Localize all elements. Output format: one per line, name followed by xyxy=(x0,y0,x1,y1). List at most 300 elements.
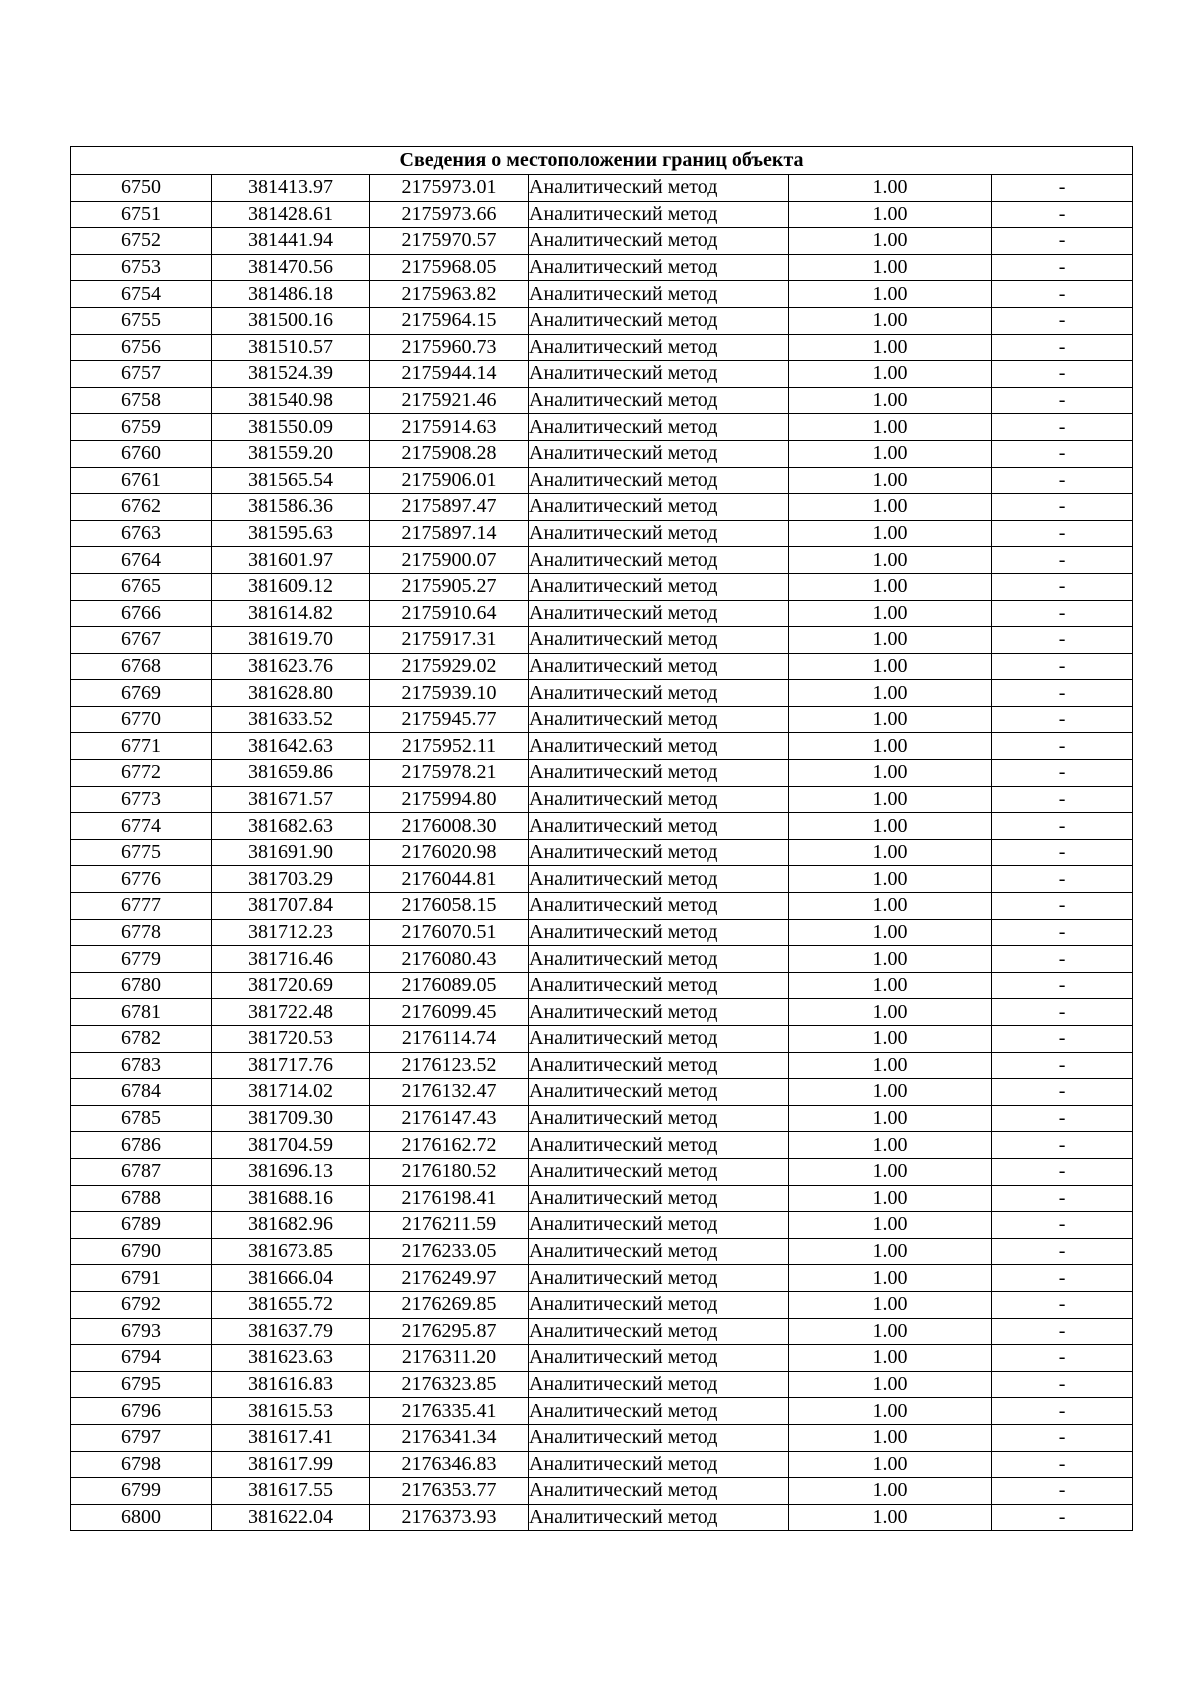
description-cell: - xyxy=(992,680,1133,707)
point-number-cell: 6757 xyxy=(71,361,212,388)
description-cell: - xyxy=(992,414,1133,441)
accuracy-cell: 1.00 xyxy=(789,680,992,707)
x-coordinate-cell: 381682.63 xyxy=(212,813,370,840)
x-coordinate-cell: 381673.85 xyxy=(212,1238,370,1265)
x-coordinate-cell: 381642.63 xyxy=(212,733,370,760)
method-cell: Аналитический метод xyxy=(529,1504,789,1531)
description-cell: - xyxy=(992,813,1133,840)
method-cell: Аналитический метод xyxy=(529,1478,789,1505)
point-number-cell: 6770 xyxy=(71,706,212,733)
method-cell: Аналитический метод xyxy=(529,494,789,521)
x-coordinate-cell: 381609.12 xyxy=(212,573,370,600)
description-cell: - xyxy=(992,627,1133,654)
description-cell: - xyxy=(992,573,1133,600)
accuracy-cell: 1.00 xyxy=(789,813,992,840)
method-cell: Аналитический метод xyxy=(529,1291,789,1318)
point-number-cell: 6799 xyxy=(71,1478,212,1505)
y-coordinate-cell: 2176058.15 xyxy=(370,893,529,920)
description-cell: - xyxy=(992,919,1133,946)
x-coordinate-cell: 381666.04 xyxy=(212,1265,370,1292)
y-coordinate-cell: 2175939.10 xyxy=(370,680,529,707)
x-coordinate-cell: 381428.61 xyxy=(212,201,370,228)
y-coordinate-cell: 2175973.66 xyxy=(370,201,529,228)
point-number-cell: 6751 xyxy=(71,201,212,228)
method-cell: Аналитический метод xyxy=(529,414,789,441)
description-cell: - xyxy=(992,387,1133,414)
description-cell: - xyxy=(992,946,1133,973)
x-coordinate-cell: 381614.82 xyxy=(212,600,370,627)
method-cell: Аналитический метод xyxy=(529,201,789,228)
x-coordinate-cell: 381633.52 xyxy=(212,706,370,733)
x-coordinate-cell: 381714.02 xyxy=(212,1079,370,1106)
y-coordinate-cell: 2175973.01 xyxy=(370,175,529,202)
accuracy-cell: 1.00 xyxy=(789,1026,992,1053)
x-coordinate-cell: 381615.53 xyxy=(212,1398,370,1425)
table-row xyxy=(71,307,1133,334)
y-coordinate-cell: 2175945.77 xyxy=(370,706,529,733)
y-coordinate-cell: 2175929.02 xyxy=(370,653,529,680)
description-cell: - xyxy=(992,1212,1133,1239)
accuracy-cell: 1.00 xyxy=(789,334,992,361)
table-row xyxy=(71,1052,1133,1079)
method-cell: Аналитический метод xyxy=(529,334,789,361)
y-coordinate-cell: 2176346.83 xyxy=(370,1451,529,1478)
table-row xyxy=(71,839,1133,866)
x-coordinate-cell: 381712.23 xyxy=(212,919,370,946)
method-cell: Аналитический метод xyxy=(529,600,789,627)
description-cell: - xyxy=(992,1079,1133,1106)
table-row xyxy=(71,866,1133,893)
method-cell: Аналитический метод xyxy=(529,281,789,308)
table-row xyxy=(71,281,1133,308)
x-coordinate-cell: 381413.97 xyxy=(212,175,370,202)
description-cell: - xyxy=(992,1371,1133,1398)
table-row xyxy=(71,946,1133,973)
accuracy-cell: 1.00 xyxy=(789,919,992,946)
y-coordinate-cell: 2175917.31 xyxy=(370,627,529,654)
point-number-cell: 6763 xyxy=(71,520,212,547)
table-row xyxy=(71,494,1133,521)
y-coordinate-cell: 2176123.52 xyxy=(370,1052,529,1079)
description-cell: - xyxy=(992,467,1133,494)
accuracy-cell: 1.00 xyxy=(789,467,992,494)
table-row xyxy=(71,414,1133,441)
x-coordinate-cell: 381709.30 xyxy=(212,1105,370,1132)
table-row xyxy=(71,1079,1133,1106)
method-cell: Аналитический метод xyxy=(529,1318,789,1345)
x-coordinate-cell: 381559.20 xyxy=(212,440,370,467)
point-number-cell: 6761 xyxy=(71,467,212,494)
point-number-cell: 6794 xyxy=(71,1345,212,1372)
description-cell: - xyxy=(992,1238,1133,1265)
accuracy-cell: 1.00 xyxy=(789,786,992,813)
table-row xyxy=(71,760,1133,787)
x-coordinate-cell: 381586.36 xyxy=(212,494,370,521)
description-cell: - xyxy=(992,175,1133,202)
y-coordinate-cell: 2175897.14 xyxy=(370,520,529,547)
point-number-cell: 6774 xyxy=(71,813,212,840)
accuracy-cell: 1.00 xyxy=(789,228,992,255)
y-coordinate-cell: 2175910.64 xyxy=(370,600,529,627)
accuracy-cell: 1.00 xyxy=(789,972,992,999)
description-cell: - xyxy=(992,254,1133,281)
point-number-cell: 6758 xyxy=(71,387,212,414)
table-title: Сведения о местоположении границ объекта xyxy=(71,147,1133,175)
description-cell: - xyxy=(992,520,1133,547)
table-row xyxy=(71,1212,1133,1239)
x-coordinate-cell: 381628.80 xyxy=(212,680,370,707)
table-row xyxy=(71,1398,1133,1425)
method-cell: Аналитический метод xyxy=(529,1398,789,1425)
table-row xyxy=(71,999,1133,1026)
point-number-cell: 6764 xyxy=(71,547,212,574)
description-cell: - xyxy=(992,866,1133,893)
table-row xyxy=(71,813,1133,840)
table-row xyxy=(71,1345,1133,1372)
description-cell: - xyxy=(992,1318,1133,1345)
y-coordinate-cell: 2176341.34 xyxy=(370,1424,529,1451)
description-cell: - xyxy=(992,1504,1133,1531)
y-coordinate-cell: 2176070.51 xyxy=(370,919,529,946)
x-coordinate-cell: 381720.69 xyxy=(212,972,370,999)
x-coordinate-cell: 381623.76 xyxy=(212,653,370,680)
description-cell: - xyxy=(992,600,1133,627)
y-coordinate-cell: 2175914.63 xyxy=(370,414,529,441)
table-row xyxy=(71,1265,1133,1292)
table-row xyxy=(71,1318,1133,1345)
boundary-coordinates-table xyxy=(70,146,1133,1531)
accuracy-cell: 1.00 xyxy=(789,387,992,414)
accuracy-cell: 1.00 xyxy=(789,547,992,574)
table-row xyxy=(71,201,1133,228)
point-number-cell: 6766 xyxy=(71,600,212,627)
description-cell: - xyxy=(992,733,1133,760)
y-coordinate-cell: 2175968.05 xyxy=(370,254,529,281)
point-number-cell: 6790 xyxy=(71,1238,212,1265)
y-coordinate-cell: 2175908.28 xyxy=(370,440,529,467)
x-coordinate-cell: 381622.04 xyxy=(212,1504,370,1531)
point-number-cell: 6781 xyxy=(71,999,212,1026)
y-coordinate-cell: 2175970.57 xyxy=(370,228,529,255)
accuracy-cell: 1.00 xyxy=(789,1345,992,1372)
method-cell: Аналитический метод xyxy=(529,760,789,787)
accuracy-cell: 1.00 xyxy=(789,494,992,521)
x-coordinate-cell: 381703.29 xyxy=(212,866,370,893)
method-cell: Аналитический метод xyxy=(529,254,789,281)
y-coordinate-cell: 2176099.45 xyxy=(370,999,529,1026)
accuracy-cell: 1.00 xyxy=(789,573,992,600)
description-cell: - xyxy=(992,1026,1133,1053)
table-row xyxy=(71,361,1133,388)
y-coordinate-cell: 2176147.43 xyxy=(370,1105,529,1132)
description-cell: - xyxy=(992,893,1133,920)
accuracy-cell: 1.00 xyxy=(789,893,992,920)
point-number-cell: 6788 xyxy=(71,1185,212,1212)
accuracy-cell: 1.00 xyxy=(789,653,992,680)
accuracy-cell: 1.00 xyxy=(789,1504,992,1531)
point-number-cell: 6760 xyxy=(71,440,212,467)
method-cell: Аналитический метод xyxy=(529,733,789,760)
accuracy-cell: 1.00 xyxy=(789,1052,992,1079)
table-row xyxy=(71,680,1133,707)
accuracy-cell: 1.00 xyxy=(789,1212,992,1239)
y-coordinate-cell: 2176269.85 xyxy=(370,1291,529,1318)
x-coordinate-cell: 381540.98 xyxy=(212,387,370,414)
point-number-cell: 6752 xyxy=(71,228,212,255)
y-coordinate-cell: 2176249.97 xyxy=(370,1265,529,1292)
x-coordinate-cell: 381691.90 xyxy=(212,839,370,866)
accuracy-cell: 1.00 xyxy=(789,175,992,202)
accuracy-cell: 1.00 xyxy=(789,361,992,388)
method-cell: Аналитический метод xyxy=(529,1052,789,1079)
point-number-cell: 6782 xyxy=(71,1026,212,1053)
point-number-cell: 6754 xyxy=(71,281,212,308)
accuracy-cell: 1.00 xyxy=(789,839,992,866)
x-coordinate-cell: 381595.63 xyxy=(212,520,370,547)
accuracy-cell: 1.00 xyxy=(789,733,992,760)
description-cell: - xyxy=(992,494,1133,521)
y-coordinate-cell: 2175963.82 xyxy=(370,281,529,308)
method-cell: Аналитический метод xyxy=(529,1105,789,1132)
x-coordinate-cell: 381688.16 xyxy=(212,1185,370,1212)
table-row xyxy=(71,387,1133,414)
description-cell: - xyxy=(992,1265,1133,1292)
point-number-cell: 6778 xyxy=(71,919,212,946)
method-cell: Аналитический метод xyxy=(529,1451,789,1478)
point-number-cell: 6771 xyxy=(71,733,212,760)
method-cell: Аналитический метод xyxy=(529,1424,789,1451)
table-row xyxy=(71,1424,1133,1451)
x-coordinate-cell: 381565.54 xyxy=(212,467,370,494)
method-cell: Аналитический метод xyxy=(529,520,789,547)
description-cell: - xyxy=(992,786,1133,813)
description-cell: - xyxy=(992,1345,1133,1372)
accuracy-cell: 1.00 xyxy=(789,600,992,627)
accuracy-cell: 1.00 xyxy=(789,1371,992,1398)
y-coordinate-cell: 2176295.87 xyxy=(370,1318,529,1345)
x-coordinate-cell: 381720.53 xyxy=(212,1026,370,1053)
point-number-cell: 6789 xyxy=(71,1212,212,1239)
y-coordinate-cell: 2176020.98 xyxy=(370,839,529,866)
point-number-cell: 6767 xyxy=(71,627,212,654)
y-coordinate-cell: 2175994.80 xyxy=(370,786,529,813)
y-coordinate-cell: 2176132.47 xyxy=(370,1079,529,1106)
x-coordinate-cell: 381671.57 xyxy=(212,786,370,813)
point-number-cell: 6768 xyxy=(71,653,212,680)
method-cell: Аналитический метод xyxy=(529,1158,789,1185)
method-cell: Аналитический метод xyxy=(529,1212,789,1239)
point-number-cell: 6755 xyxy=(71,307,212,334)
point-number-cell: 6784 xyxy=(71,1079,212,1106)
point-number-cell: 6787 xyxy=(71,1158,212,1185)
method-cell: Аналитический метод xyxy=(529,440,789,467)
point-number-cell: 6798 xyxy=(71,1451,212,1478)
accuracy-cell: 1.00 xyxy=(789,866,992,893)
y-coordinate-cell: 2175964.15 xyxy=(370,307,529,334)
table-title-row xyxy=(71,147,1133,175)
y-coordinate-cell: 2175900.07 xyxy=(370,547,529,574)
point-number-cell: 6776 xyxy=(71,866,212,893)
table-row xyxy=(71,972,1133,999)
accuracy-cell: 1.00 xyxy=(789,1132,992,1159)
x-coordinate-cell: 381637.79 xyxy=(212,1318,370,1345)
table-row xyxy=(71,440,1133,467)
accuracy-cell: 1.00 xyxy=(789,1158,992,1185)
method-cell: Аналитический метод xyxy=(529,680,789,707)
description-cell: - xyxy=(992,653,1133,680)
table-row xyxy=(71,520,1133,547)
accuracy-cell: 1.00 xyxy=(789,999,992,1026)
table-row xyxy=(71,653,1133,680)
description-cell: - xyxy=(992,760,1133,787)
accuracy-cell: 1.00 xyxy=(789,1079,992,1106)
accuracy-cell: 1.00 xyxy=(789,307,992,334)
x-coordinate-cell: 381716.46 xyxy=(212,946,370,973)
x-coordinate-cell: 381510.57 xyxy=(212,334,370,361)
description-cell: - xyxy=(992,307,1133,334)
description-cell: - xyxy=(992,1424,1133,1451)
method-cell: Аналитический метод xyxy=(529,387,789,414)
method-cell: Аналитический метод xyxy=(529,228,789,255)
table-row xyxy=(71,1185,1133,1212)
table-row xyxy=(71,1478,1133,1505)
table-row xyxy=(71,1371,1133,1398)
description-cell: - xyxy=(992,1291,1133,1318)
method-cell: Аналитический метод xyxy=(529,946,789,973)
table-row xyxy=(71,706,1133,733)
method-cell: Аналитический метод xyxy=(529,786,789,813)
description-cell: - xyxy=(992,228,1133,255)
x-coordinate-cell: 381704.59 xyxy=(212,1132,370,1159)
description-cell: - xyxy=(992,1478,1133,1505)
method-cell: Аналитический метод xyxy=(529,627,789,654)
description-cell: - xyxy=(992,1451,1133,1478)
y-coordinate-cell: 2176089.05 xyxy=(370,972,529,999)
accuracy-cell: 1.00 xyxy=(789,1291,992,1318)
point-number-cell: 6750 xyxy=(71,175,212,202)
table-row xyxy=(71,175,1133,202)
y-coordinate-cell: 2176373.93 xyxy=(370,1504,529,1531)
method-cell: Аналитический метод xyxy=(529,1265,789,1292)
description-cell: - xyxy=(992,972,1133,999)
point-number-cell: 6785 xyxy=(71,1105,212,1132)
y-coordinate-cell: 2176180.52 xyxy=(370,1158,529,1185)
accuracy-cell: 1.00 xyxy=(789,1238,992,1265)
point-number-cell: 6762 xyxy=(71,494,212,521)
description-cell: - xyxy=(992,706,1133,733)
description-cell: - xyxy=(992,1158,1133,1185)
y-coordinate-cell: 2176080.43 xyxy=(370,946,529,973)
accuracy-cell: 1.00 xyxy=(789,520,992,547)
description-cell: - xyxy=(992,1398,1133,1425)
y-coordinate-cell: 2176008.30 xyxy=(370,813,529,840)
method-cell: Аналитический метод xyxy=(529,573,789,600)
x-coordinate-cell: 381500.16 xyxy=(212,307,370,334)
y-coordinate-cell: 2176323.85 xyxy=(370,1371,529,1398)
method-cell: Аналитический метод xyxy=(529,653,789,680)
table-row xyxy=(71,733,1133,760)
table-row xyxy=(71,1451,1133,1478)
method-cell: Аналитический метод xyxy=(529,972,789,999)
method-cell: Аналитический метод xyxy=(529,866,789,893)
x-coordinate-cell: 381623.63 xyxy=(212,1345,370,1372)
method-cell: Аналитический метод xyxy=(529,361,789,388)
table-row xyxy=(71,228,1133,255)
description-cell: - xyxy=(992,361,1133,388)
y-coordinate-cell: 2176114.74 xyxy=(370,1026,529,1053)
point-number-cell: 6786 xyxy=(71,1132,212,1159)
x-coordinate-cell: 381470.56 xyxy=(212,254,370,281)
method-cell: Аналитический метод xyxy=(529,175,789,202)
point-number-cell: 6800 xyxy=(71,1504,212,1531)
table-body xyxy=(71,175,1133,1531)
x-coordinate-cell: 381601.97 xyxy=(212,547,370,574)
accuracy-cell: 1.00 xyxy=(789,254,992,281)
method-cell: Аналитический метод xyxy=(529,813,789,840)
x-coordinate-cell: 381655.72 xyxy=(212,1291,370,1318)
description-cell: - xyxy=(992,1132,1133,1159)
x-coordinate-cell: 381550.09 xyxy=(212,414,370,441)
accuracy-cell: 1.00 xyxy=(789,1398,992,1425)
accuracy-cell: 1.00 xyxy=(789,440,992,467)
method-cell: Аналитический метод xyxy=(529,1371,789,1398)
table-row xyxy=(71,1026,1133,1053)
x-coordinate-cell: 381441.94 xyxy=(212,228,370,255)
description-cell: - xyxy=(992,1185,1133,1212)
point-number-cell: 6777 xyxy=(71,893,212,920)
table-row xyxy=(71,547,1133,574)
y-coordinate-cell: 2176353.77 xyxy=(370,1478,529,1505)
accuracy-cell: 1.00 xyxy=(789,414,992,441)
point-number-cell: 6779 xyxy=(71,946,212,973)
y-coordinate-cell: 2176311.20 xyxy=(370,1345,529,1372)
x-coordinate-cell: 381696.13 xyxy=(212,1158,370,1185)
method-cell: Аналитический метод xyxy=(529,999,789,1026)
table-row xyxy=(71,893,1133,920)
point-number-cell: 6797 xyxy=(71,1424,212,1451)
x-coordinate-cell: 381682.96 xyxy=(212,1212,370,1239)
y-coordinate-cell: 2176044.81 xyxy=(370,866,529,893)
accuracy-cell: 1.00 xyxy=(789,1424,992,1451)
description-cell: - xyxy=(992,281,1133,308)
y-coordinate-cell: 2176162.72 xyxy=(370,1132,529,1159)
table-row xyxy=(71,919,1133,946)
y-coordinate-cell: 2175906.01 xyxy=(370,467,529,494)
description-cell: - xyxy=(992,201,1133,228)
method-cell: Аналитический метод xyxy=(529,467,789,494)
table-row xyxy=(71,1105,1133,1132)
accuracy-cell: 1.00 xyxy=(789,1318,992,1345)
method-cell: Аналитический метод xyxy=(529,839,789,866)
y-coordinate-cell: 2176335.41 xyxy=(370,1398,529,1425)
point-number-cell: 6753 xyxy=(71,254,212,281)
y-coordinate-cell: 2176233.05 xyxy=(370,1238,529,1265)
point-number-cell: 6765 xyxy=(71,573,212,600)
accuracy-cell: 1.00 xyxy=(789,706,992,733)
y-coordinate-cell: 2175944.14 xyxy=(370,361,529,388)
method-cell: Аналитический метод xyxy=(529,1185,789,1212)
point-number-cell: 6775 xyxy=(71,839,212,866)
point-number-cell: 6792 xyxy=(71,1291,212,1318)
x-coordinate-cell: 381617.99 xyxy=(212,1451,370,1478)
point-number-cell: 6769 xyxy=(71,680,212,707)
point-number-cell: 6780 xyxy=(71,972,212,999)
table-row xyxy=(71,467,1133,494)
point-number-cell: 6795 xyxy=(71,1371,212,1398)
accuracy-cell: 1.00 xyxy=(789,760,992,787)
x-coordinate-cell: 381617.55 xyxy=(212,1478,370,1505)
method-cell: Аналитический метод xyxy=(529,547,789,574)
